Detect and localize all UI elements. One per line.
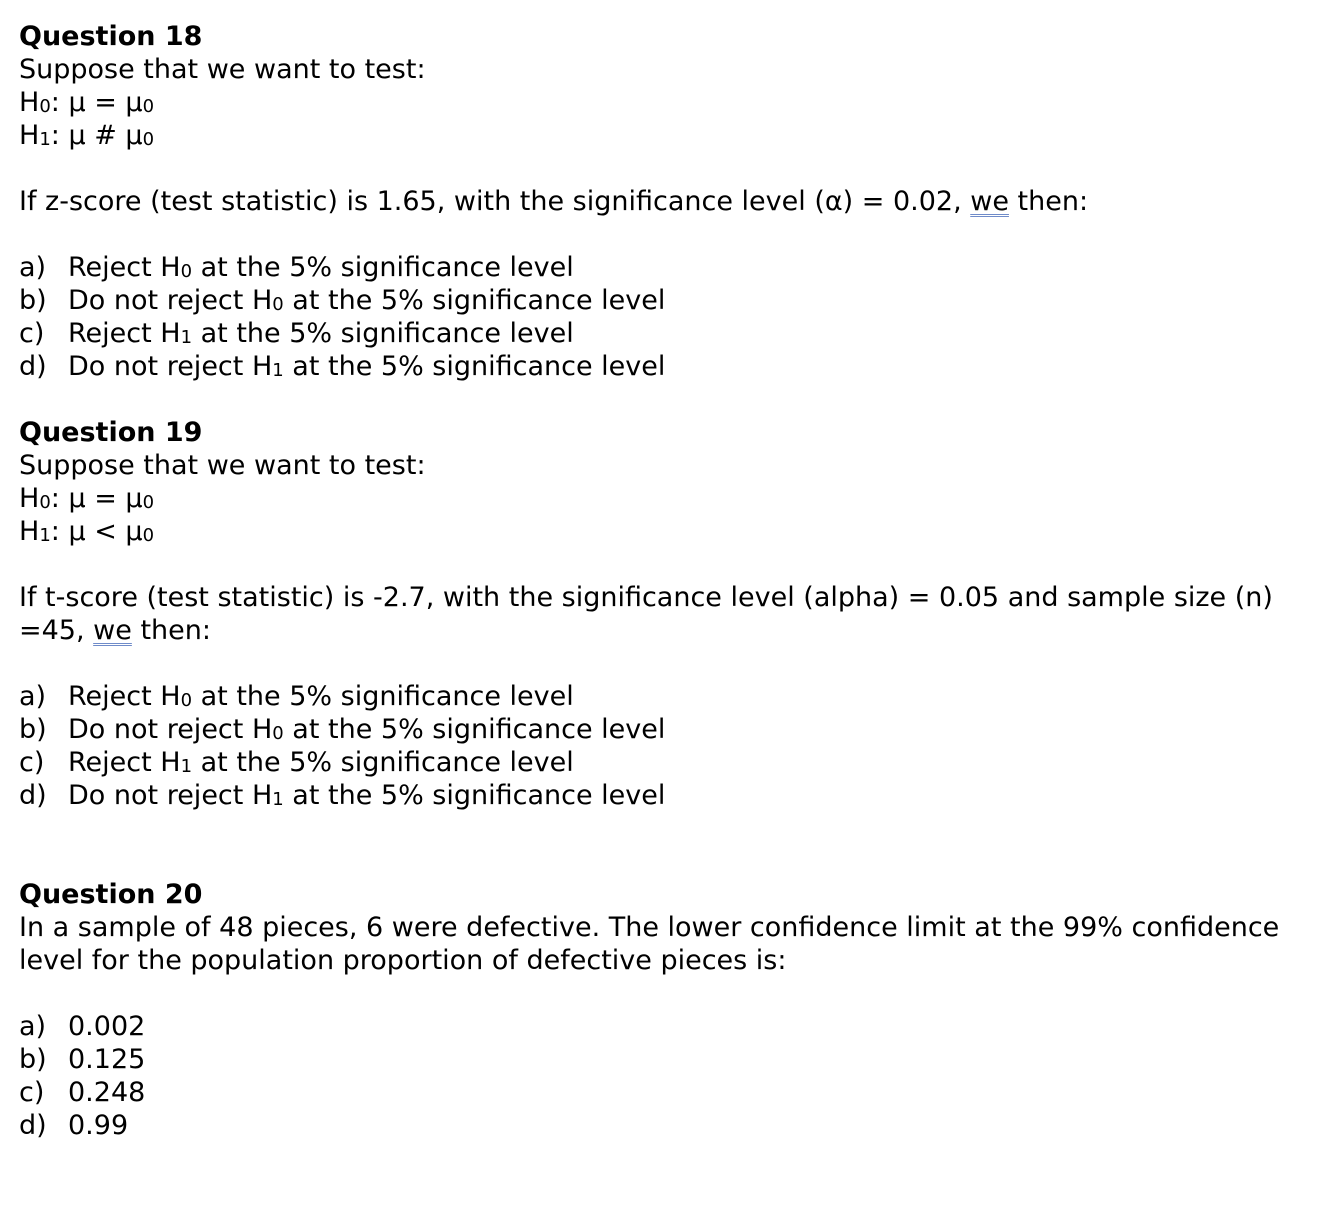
option-a: a) Reject $H_0$ at the 5% significance level	[19, 252, 574, 283]
option-b: b) Do not reject $H_0$ at the 5% significance level	[19, 714, 666, 745]
question-19-stem-line-2: =45, we then:	[19, 615, 211, 646]
option-d: d) Do not reject $H_1$ at the 5% significance level	[19, 351, 666, 382]
question-18-title: Question 18	[19, 21, 203, 52]
option-c: c) 0.248	[19, 1077, 146, 1108]
question-20-title: Question 20	[19, 879, 203, 910]
option-c: c) Reject $H_1$ at the 5% significance level	[19, 747, 574, 778]
question-19-null-hypothesis: $H_0$: $\mu = \mu_0$	[19, 483, 155, 514]
option-a: a) Reject $H_0$ at the 5% significance level	[19, 681, 574, 712]
question-19-stem-line-1: If t-score (test statistic) is -2.7, with the significance level (alpha) = 0.05 and sample size (n)	[19, 582, 1273, 613]
option-d: d) 0.99	[19, 1110, 129, 1141]
option-a: a) 0.002	[19, 1011, 146, 1042]
question-19-options	[19, 680, 1309, 812]
question-20-stem: In a sample of 48 pieces, 6 were defective. The lower confidence limit at the 99% confidence level for the population proportion of defective pieces is:	[19, 912, 1280, 976]
question-19-title: Question 19	[19, 417, 203, 448]
document-page	[19, 20, 1309, 1142]
question-18-alt-hypothesis: $H_1$: μ # $\mu_0$	[19, 120, 155, 151]
option-b: b) 0.125	[19, 1044, 146, 1075]
question-18-intro: Suppose that we want to test:	[19, 54, 426, 85]
option-d: d) Do not reject $H_1$ at the 5% significance level	[19, 780, 666, 811]
spellcheck-underline: we	[93, 615, 132, 646]
option-b: b) Do not reject $H_0$ at the 5% significance level	[19, 285, 666, 316]
question-18-options	[19, 251, 1309, 383]
question-18-null-hypothesis: $H_0$: $\mu = \mu_0$	[19, 87, 155, 118]
question-20-options	[19, 1010, 1309, 1142]
question-19-alt-hypothesis: $H_1$: $\mu < \mu_0$	[19, 516, 155, 547]
option-c: c) Reject $H_1$ at the 5% significance level	[19, 318, 574, 349]
question-18-stem: If z-score (test statistic) is 1.65, with the significance level (α) = 0.02, we then:	[19, 186, 1089, 217]
question-19-intro: Suppose that we want to test:	[19, 450, 426, 481]
spellcheck-underline: we	[970, 186, 1009, 217]
